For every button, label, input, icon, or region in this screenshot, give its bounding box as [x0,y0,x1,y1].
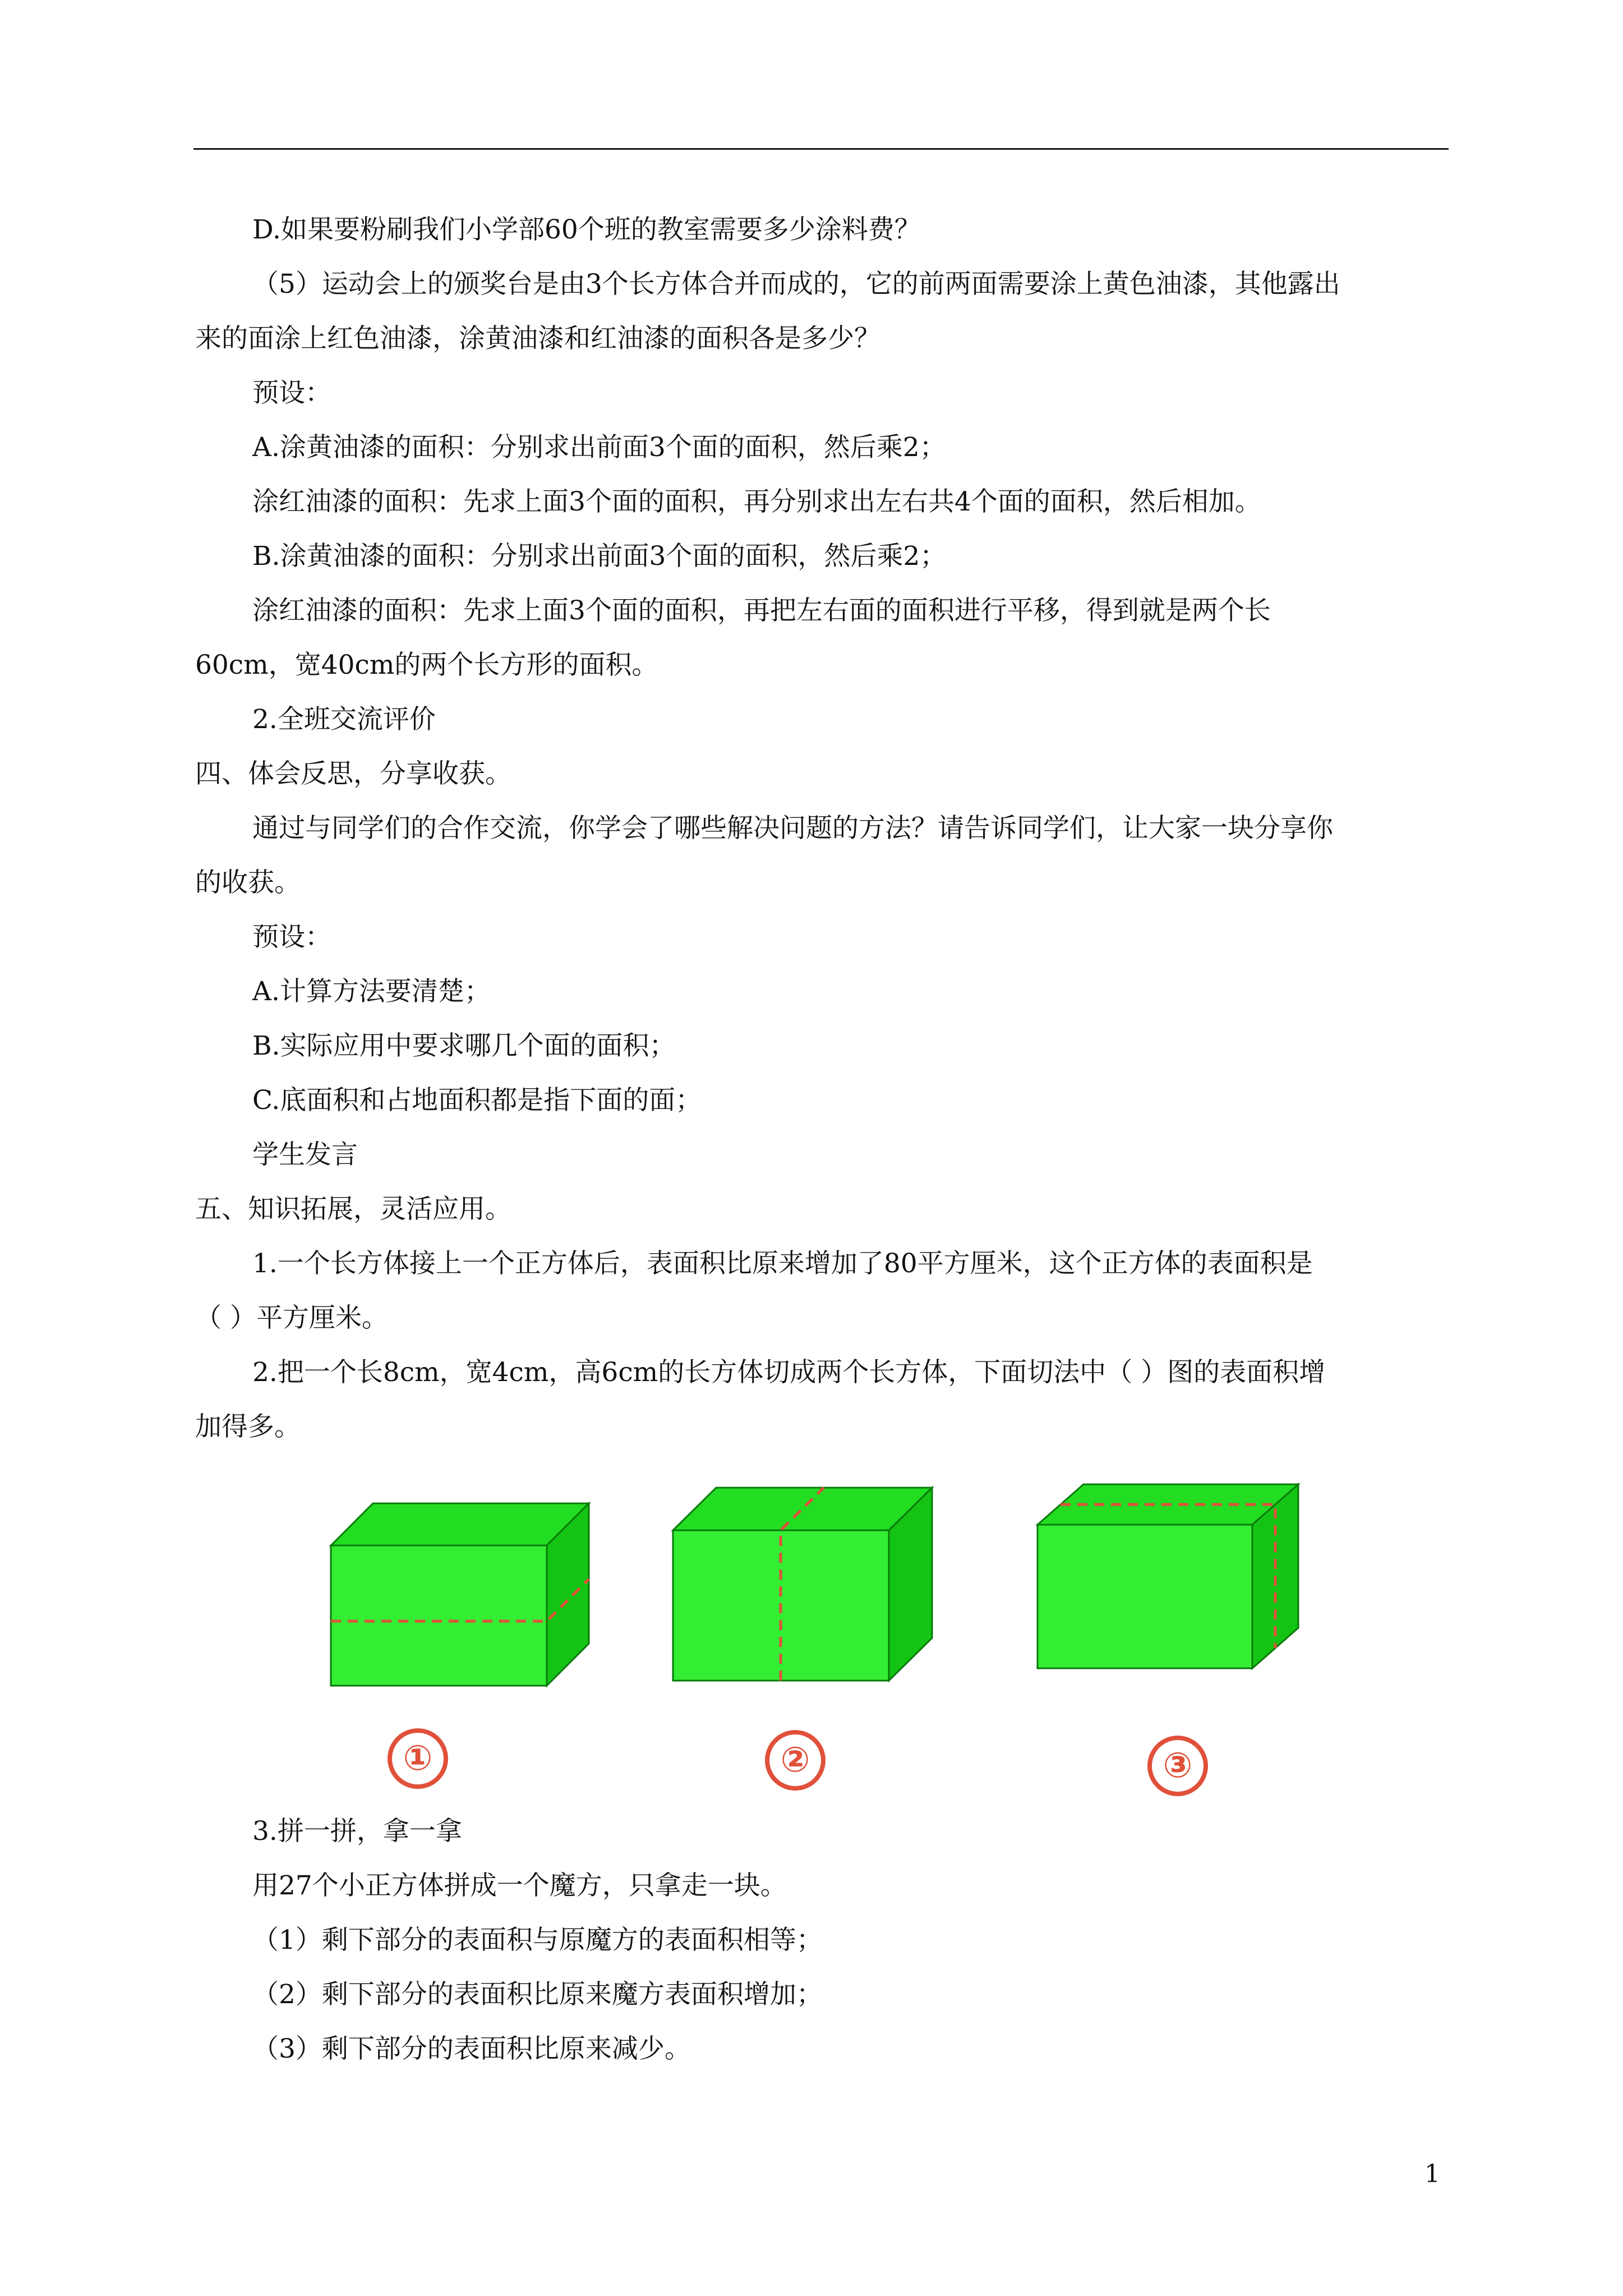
text-line: 涂红油漆的面积：先求上面3个面的面积，再分别求出左右共4个面的面积，然后相加。 [252,486,1261,517]
text-line: A.涂黄油漆的面积：分别求出前面3个面的面积，然后乘2； [252,432,946,463]
figure-label-2: ② [780,1739,810,1780]
cuboid-3-front [1038,1525,1252,1668]
text-line: 3.拼一拼，拿一拿 [252,1816,462,1847]
text-line: 用27个小正方体拼成一个魔方，只拿走一块。 [252,1870,787,1901]
text-line: （3）剩下部分的表面积比原来减少。 [252,2033,691,2064]
cuboid-1-top [331,1503,589,1545]
cuboid-figure-1 [331,1503,589,1787]
text-line: 预设： [252,378,331,408]
text-line: 1.一个长方体接上一个正方体后，表面积比原来增加了80平方厘米，这个正方体的表面积是 [252,1248,1313,1279]
text-line: （ ）平方厘米。 [195,1303,388,1333]
text-line: 预设： [252,922,331,953]
text-line: B.实际应用中要求哪几个面的面积； [252,1030,676,1061]
text-line: D.如果要粉刷我们小学部60个班的教室需要多少涂料费？ [252,214,921,245]
text-line: 通过与同学们的合作交流，你学会了哪些解决问题的方法？请告诉同学们，让大家一块分享你 [252,813,1333,844]
text-line: 涂红油漆的面积：先求上面3个面的面积，再把左右面的面积进行平移，得到就是两个长 [252,595,1271,626]
text-line: 来的面涂上红色油漆，涂黄油漆和红油漆的面积各是多少？ [195,323,880,354]
cuboid-1-front [331,1545,547,1686]
text-line: 60cm，宽40cm的两个长方形的面积。 [195,650,658,680]
page-number: 1 [1424,2160,1440,2188]
cuboid-2-top [673,1488,932,1530]
cuboid-figure-2 [673,1488,932,1788]
text-line: 加得多。 [195,1411,301,1442]
text-line: 学生发言 [252,1139,358,1170]
header-rule [193,148,1449,150]
section-heading: 五、知识拓展，灵活应用。 [195,1194,511,1225]
figure-label-1: ① [403,1737,433,1778]
cuboid-figures [314,1481,1324,1812]
section-heading: 四、体会反思，分享收获。 [195,758,511,789]
text-line: B.涂黄油漆的面积：分别求出前面3个面的面积，然后乘2； [252,541,947,572]
text-line: 2.把一个长8cm，宽4cm，高6cm的长方体切成两个长方体，下面切法中（ ）图的表面积增 [252,1357,1326,1388]
text-line: 2.全班交流评价 [252,704,436,735]
text-line: （5）运动会上的颁奖台是由3个长方体合并而成的，它的前两面需要涂上黄色油漆，其他露出 [252,269,1340,300]
text-line: （1）剩下部分的表面积与原魔方的表面积相等； [252,1925,823,1955]
text-line: C.底面积和占地面积都是指下面的面； [252,1085,702,1116]
text-line: 的收获。 [195,867,301,898]
cuboid-figure-3 [1038,1484,1298,1794]
figure-label-3: ③ [1163,1745,1193,1786]
text-line: A.计算方法要清楚； [252,976,491,1007]
text-line: （2）剩下部分的表面积比原来魔方表面积增加； [252,1979,823,2010]
